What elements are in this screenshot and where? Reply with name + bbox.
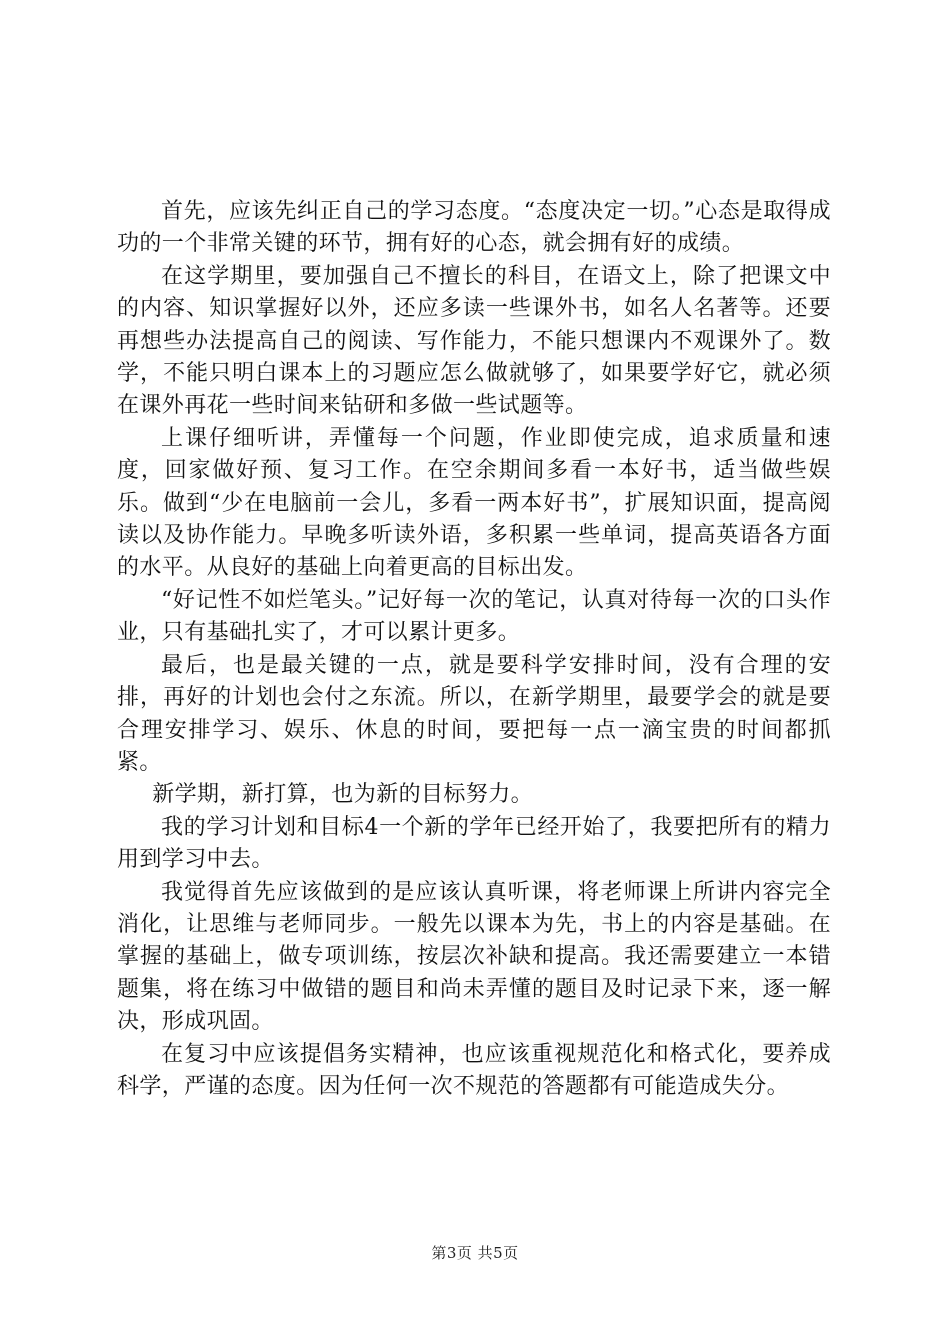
paragraph: 首先，应该先纠正自己的学习态度。“态度决定一切。”心态是取得成功的一个非常关键的环节，拥有好的心态，就会拥有好的成绩。: [117, 199, 831, 257]
document-body: [117, 196, 831, 1103]
paragraph: 我觉得首先应该做到的是应该认真听课，将老师课上所讲内容完全消化，让思维与老师同步。一般先以课本为先，书上的内容是基础。在掌握的基础上，做专项训练，按层次补缺和提高。我还需要建立一本错题集，将在练习中做错的题目和尚未弄懂的题目及时记录下来，逐一解决，形成巩固。: [117, 879, 831, 1035]
paragraph: 上课仔细听讲，弄懂每一个问题，作业即使完成，追求质量和速度，回家做好预、复习工作。在空余期间多看一本好书，适当做些娱乐。做到“少在电脑前一会儿，多看一两本好书”，扩展知识面，提高阅读以及协作能力。早晚多听读外语，多积累一些单词，提高英语各方面的水平。从良好的基础上向着更高的目标出发。: [117, 425, 831, 581]
paragraph: 最后，也是最关键的一点，就是要科学安排时间，没有合理的安排，再好的计划也会付之东流。所以，在新学期里，最要学会的就是要合理安排学习、娱乐、休息的时间，要把每一点一滴宝贵的时间都抓紧。: [117, 652, 831, 775]
page-footer: [0, 1243, 950, 1263]
paragraph: 我的学习计划和目标4一个新的学年已经开始了，我要把所有的精力用到学习中去。: [117, 814, 831, 873]
page-number-label: 第3页 共5页: [431, 1244, 519, 1262]
paragraph: 在这学期里，要加强自己不擅长的科目，在语文上，除了把课文中的内容、知识掌握好以外，还应多读一些课外书，如名人名著等。还要再想些办法提高自己的阅读、写作能力，不能只想课内不观课外了。数学，不能只明白课本上的习题应怎么做就够了，如果要学好它，就必须在课外再花一些时间来钻研和多做一些试题等。: [117, 263, 831, 419]
paragraph: 新学期，新打算，也为新的目标努力。: [152, 782, 533, 808]
paragraph: 在复习中应该提倡务实精神，也应该重视规范化和格式化，要养成科学，严谨的态度。因为任何一次不规范的答题都有可能造成失分。: [117, 1041, 831, 1099]
paragraph: “好记性不如烂笔头。”记好每一次的笔记，认真对待每一次的口头作业，只有基础扎实了，才可以累计更多。: [117, 587, 831, 646]
